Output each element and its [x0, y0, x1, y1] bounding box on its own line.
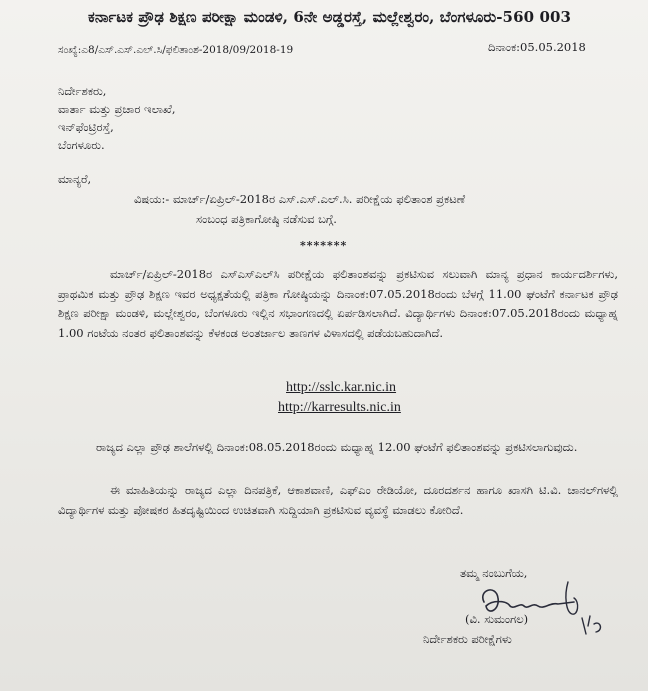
letterhead-title: ಕರ್ನಾಟಕ ಪ್ರೌಢ ಶಿಕ್ಷಣ ಪರೀಕ್ಷಾ ಮಂಡಳಿ, 6ನೇ ಅಡ್ಡರಸ್ತೆ, ಮಲ್ಲೇಶ್ವರಂ, ಬೆಂಗಳೂರು-560 003: [88, 8, 572, 26]
body-paragraph-2: [58, 438, 618, 458]
result-link-karresults[interactable]: http://karresults.nic.in: [278, 400, 401, 415]
subject-line-2: ಸಂಬಂಧ ಪತ್ರಿಕಾಗೋಷ್ಠಿ ನಡೆಸುವ ಬಗ್ಗೆ.: [196, 212, 337, 226]
paragraph-2-text: ರಾಜ್ಯದ ಎಲ್ಲಾ ಪ್ರೌಢ ಶಾಲೆಗಳಲ್ಲಿ ದಿನಾಂಕ:08.05.2018ರಂದು ಮಧ್ಯಾಹ್ನ 12.00 ಘಂಟೆಗೆ ಫಲಿತಾಂಶವನ್ನು ಪ್ರಕಟಿಸಲಾಗುವುದು.: [96, 440, 578, 454]
recipient-line-3: ಇನ್‌ಫೆಂಟ್ರಿರಸ್ತೆ,: [58, 120, 114, 134]
body-paragraph-3: [58, 481, 618, 520]
subject-line-1: ವಿಷಯ:- ಮಾರ್ಚ್/ಏಪ್ರಿಲ್-2018ರ ಎಸ್.ಎಸ್.ಎಲ್.ಸಿ. ಪರೀಕ್ಷೆಯ ಫಲಿತಾಂಶ ಪ್ರಕಟಣೆ: [134, 192, 466, 206]
letter-date: ದಿನಾಂಕ:05.05.2018: [488, 40, 586, 54]
body-paragraph-1: [58, 265, 618, 343]
recipient-line-2: ವಾರ್ತಾ ಮತ್ತು ಪ್ರಚಾರ ಇಲಾಖೆ,: [58, 102, 176, 116]
signatory-name: (ವಿ. ಸುಮಂಗಲ): [465, 612, 529, 626]
closing-line: ತಮ್ಮ ನಂಬುಗೆಯ,: [460, 566, 528, 580]
paragraph-3-text: ಈ ಮಾಹಿತಿಯನ್ನು ರಾಜ್ಯದ ಎಲ್ಲಾ ದಿನಪತ್ರಿಕೆ, ಆಕಾಶವಾಣಿ, ಎಫ್‌ಎಂ ರೇಡಿಯೋ, ದೂರದರ್ಶನ ಹಾಗೂ ಖಾಸಗಿ ಟಿ.ವಿ. ಚಾನಲ್‌ಗಳಲ್ಲಿ ವಿದ್ಯಾರ್ಥಿಗಳ ಮತ್ತು ಪೋಷಕರ ಹಿತದೃಷ್ಟಿಯಿಂದ ಉಚಿತವಾಗಿ ಸುದ್ದಿಯಾಗಿ ಪ್ರಕಟಿಸುವ ವ್ಯವಸ್ಥೆ ಮಾಡಲು ಕೋರಿದೆ.: [58, 483, 618, 517]
reference-number: ಸಂಖ್ಯೆ:ಎ8/ಎಸ್.ಎಸ್.ಎಲ್.ಸಿ/ಫಲಿತಾಂಶ-2018/09/2018-19: [58, 44, 294, 56]
recipient-line-1: ನಿರ್ದೇಶಕರು,: [58, 84, 107, 98]
signatory-role: ನಿರ್ದೇಶಕರು ಪರೀಕ್ಷೆಗಳು: [423, 632, 512, 646]
recipient-line-4: ಬೆಂಗಳೂರು.: [58, 138, 105, 152]
salutation: ಮಾನ್ಯರೆ,: [58, 172, 92, 186]
result-link-sslc[interactable]: http://sslc.kar.nic.in: [286, 380, 397, 395]
paragraph-1-text: ಮಾರ್ಚ್/ಏಪ್ರಿಲ್-2018ರ ಎಸ್‌ಎಸ್‌ಎಲ್‌ಸಿ ಪರೀಕ್ಷೆಯ ಫಲಿತಾಂಶವನ್ನು ಪ್ರಕಟಿಸುವ ಸಲುವಾಗಿ ಮಾನ್ಯ ಪ್ರಧಾನ ಕಾರ್ಯದರ್ಶಿಗಳು, ಪ್ರಾಥಮಿಕ ಮತ್ತು ಪ್ರೌಢ ಶಿಕ್ಷಣ ಇವರ ಅಧ್ಯಕ್ಷತೆಯಲ್ಲಿ ಪತ್ರಿಕಾ ಗೋಷ್ಠಿಯನ್ನು ದಿನಾಂಕ:07.05.2018ರಂದು ಬೆಳಗ್ಗೆ 11.00 ಘಂಟೆಗೆ ಕರ್ನಾಟಕ ಪ್ರೌಢ ಶಿಕ್ಷಣ ಪರೀಕ್ಷಾ ಮಂಡಳಿ, ಮಲ್ಲೇಶ್ವರಂ, ಬೆಂಗಳೂರು ಇಲ್ಲಿನ ಸಭಾಂಗಣದಲ್ಲಿ ಏರ್ಪಡಿಸಲಾಗಿದೆ. ವಿದ್ಯಾರ್ಥಿಗಳು ದಿನಾಂಕ:07.05.2018ರಂದು ಮಧ್ಯಾಹ್ನ 1.00 ಗಂಟೆಯ ನಂತರ ಫಲಿತಾಂಶವನ್ನು ಕೆಳಕಂಡ ಅಂತರ್ಜಾಲ ತಾಣಗಳ ವಿಳಾಸದಲ್ಲಿ ಪಡೆಯಬಹುದಾಗಿದೆ.: [58, 267, 618, 340]
separator-stars: *******: [300, 239, 348, 252]
